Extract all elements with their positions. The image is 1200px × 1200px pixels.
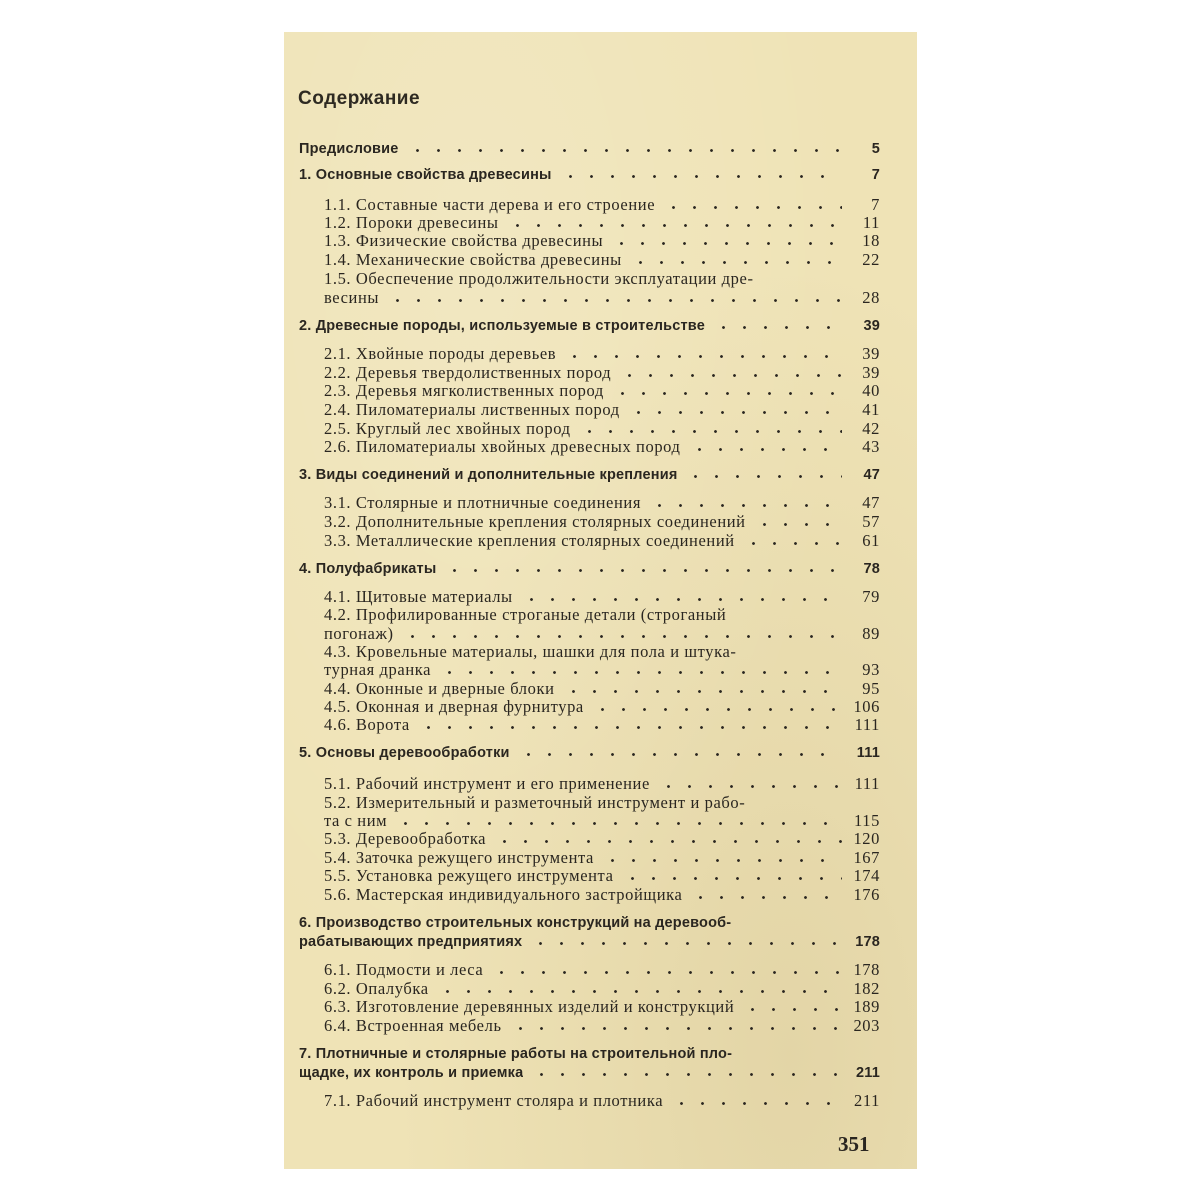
- toc-entry-page: 40: [862, 381, 880, 400]
- toc-entry: [324, 494, 880, 512]
- toc-entry-title: 3.3. Металлические крепления столярных соединений: [324, 532, 735, 550]
- dot-leader: [530, 934, 842, 946]
- toc-entry: [324, 643, 880, 661]
- dot-leader: [628, 403, 842, 415]
- dot-leader: [754, 515, 842, 527]
- toc-entry-page: 115: [854, 811, 880, 830]
- dot-leader: [418, 718, 842, 730]
- toc-entry: [324, 961, 880, 979]
- toc-entry-page: 95: [862, 679, 880, 698]
- dot-leader: [743, 534, 842, 546]
- toc-entry: [324, 401, 880, 419]
- toc-entry: [324, 588, 880, 606]
- toc-entry-title: рабатывающих предприятиях: [299, 934, 523, 950]
- dot-leader: [619, 366, 842, 378]
- toc-entry-page: 176: [853, 885, 880, 904]
- toc-entry: [324, 849, 880, 867]
- toc-entry: [299, 933, 880, 951]
- toc-entry-title: 2.6. Пиломатериалы хвойных древесных пород: [324, 438, 681, 456]
- toc-entry-title: 6.3. Изготовление деревянных изделий и конструкций: [324, 998, 735, 1016]
- toc-entry: [299, 317, 880, 335]
- toc-entry: [324, 794, 880, 812]
- toc-entry: [324, 606, 880, 624]
- toc-entry-page: 111: [856, 745, 880, 761]
- toc-entry: [324, 980, 880, 998]
- dot-leader: [630, 253, 842, 265]
- toc-entry: [324, 698, 880, 716]
- toc-entry-page: 211: [854, 1091, 880, 1110]
- toc-entry-page: 111: [854, 715, 880, 734]
- toc-entry-page: 174: [853, 866, 880, 885]
- toc-entry-page: 189: [853, 997, 880, 1016]
- toc-entry: [324, 812, 880, 830]
- toc-entry-title: 4.5. Оконная и дверная фурнитура: [324, 698, 584, 716]
- toc-entry-title: та с ним: [324, 812, 388, 830]
- toc-entry-page: 78: [863, 561, 880, 577]
- dot-leader: [507, 216, 842, 228]
- toc-entry-title: 3.1. Столярные и плотничные соединения: [324, 494, 642, 512]
- toc-entry-title: 2.5. Круглый лес хвойных пород: [324, 420, 571, 438]
- toc-entry-title: 1.1. Составные части дерева и его строение: [324, 196, 656, 214]
- toc-entry-title: 4.2. Профилированные строганые детали (строганый: [324, 606, 727, 624]
- toc-entry: [324, 232, 880, 250]
- toc-entry-title: 5.1. Рабочий инструмент и его применение: [324, 775, 650, 793]
- dot-leader: [437, 982, 842, 994]
- toc-entry: [324, 775, 880, 793]
- toc-entry: [324, 289, 880, 307]
- toc-entry-title: Предисловие: [299, 141, 399, 157]
- toc-entry-title: 3. Виды соединений и дополнительные крепления: [299, 467, 678, 483]
- toc-entry-title: 1.2. Пороки древесины: [324, 214, 499, 232]
- toc-entry: [299, 1064, 880, 1082]
- toc-entry-title: 5.3. Деревообработка: [324, 830, 487, 848]
- toc-entry: [299, 560, 880, 578]
- toc-entry-title: 1. Основные свойства древесины: [299, 167, 552, 183]
- toc-entry-title: 2.1. Хвойные породы деревьев: [324, 345, 557, 363]
- toc-entry-title: 2. Древесные породы, используемые в строительстве: [299, 318, 705, 334]
- toc-entry-page: 43: [862, 437, 880, 456]
- dot-leader: [439, 663, 842, 675]
- toc-entry-page: 178: [855, 934, 880, 950]
- toc-entry: [299, 466, 880, 484]
- toc-entry-title: 5.2. Измерительный и разметочный инструмент и рабо-: [324, 794, 746, 812]
- toc-entry-title: щадке, их контроль и приемка: [299, 1065, 524, 1081]
- toc-entry-title: 4. Полуфабрикаты: [299, 561, 437, 577]
- toc-entry-page: 7: [871, 195, 880, 214]
- toc-entry: [324, 625, 880, 643]
- toc-entry-title: 2.2. Деревья твердолиственных пород: [324, 364, 612, 382]
- page-number: 351: [838, 1132, 870, 1156]
- dot-leader: [690, 888, 842, 900]
- toc-entry: [324, 998, 880, 1016]
- dot-leader: [518, 745, 842, 757]
- toc-entry-title: 6. Производство строительных конструкций на деревооб-: [299, 915, 732, 931]
- toc-entry: [324, 661, 880, 679]
- toc-entry: [324, 680, 880, 698]
- toc-entry-page: 182: [853, 979, 880, 998]
- toc-entry-title: 5.5. Установка режущего инструмента: [324, 867, 614, 885]
- dot-leader: [663, 198, 842, 210]
- toc-entry-page: 167: [853, 848, 880, 867]
- dot-leader: [685, 467, 842, 479]
- dot-leader: [387, 291, 842, 303]
- toc-entry: [324, 1017, 880, 1035]
- toc-entry-title: 5. Основы деревообработки: [299, 745, 510, 761]
- dot-leader: [713, 318, 842, 330]
- toc-entry-page: 11: [862, 213, 880, 232]
- toc-entry-page: 89: [862, 624, 880, 643]
- toc-entry-page: 203: [853, 1016, 880, 1035]
- toc-entry: [324, 251, 880, 269]
- toc-entry-title: 4.1. Щитовые материалы: [324, 588, 513, 606]
- toc-entry-page: 39: [862, 363, 880, 382]
- toc-entry-page: 22: [862, 250, 880, 269]
- dot-leader: [407, 141, 843, 153]
- toc-entry-title: погонаж): [324, 625, 394, 643]
- dot-leader: [611, 234, 842, 246]
- toc-entry: [299, 140, 880, 158]
- toc-entry-page: 18: [862, 231, 880, 250]
- toc-entry-title: 5.4. Заточка режущего инструмента: [324, 849, 594, 867]
- toc-entry: [324, 1092, 880, 1110]
- dot-leader: [510, 1019, 842, 1031]
- toc-entry-title: 4.4. Оконные и дверные блоки: [324, 680, 555, 698]
- toc-entry-page: 79: [862, 587, 880, 606]
- toc-entry: [324, 345, 880, 363]
- toc-entry: [324, 513, 880, 531]
- toc-entry-title: 1.3. Физические свойства древесины: [324, 232, 604, 250]
- toc-entry-page: 47: [863, 467, 880, 483]
- toc-entry-title: 7.1. Рабочий инструмент столяра и плотника: [324, 1092, 664, 1110]
- toc-entry: [299, 166, 880, 184]
- dot-leader: [658, 777, 842, 789]
- dot-leader: [444, 561, 842, 573]
- toc-entry-page: 57: [862, 512, 880, 531]
- dot-leader: [564, 347, 842, 359]
- dot-leader: [622, 869, 843, 881]
- toc-entry-page: 41: [862, 400, 880, 419]
- toc-entry-page: 106: [853, 697, 880, 716]
- toc-entry-page: 211: [856, 1065, 880, 1081]
- dot-leader: [592, 700, 842, 712]
- toc-entry-page: 39: [863, 318, 880, 334]
- dot-leader: [531, 1065, 842, 1077]
- toc-entry: [299, 744, 880, 762]
- toc-entry-title: 3.2. Дополнительные крепления столярных соединений: [324, 513, 746, 531]
- dot-leader: [579, 422, 842, 434]
- toc-entry: [324, 716, 880, 734]
- dot-leader: [491, 963, 842, 975]
- toc-entry: [324, 214, 880, 232]
- toc-entry: [299, 914, 880, 932]
- toc-entry-page: 120: [853, 829, 880, 848]
- toc-entry-title: 6.4. Встроенная мебель: [324, 1017, 502, 1035]
- toc-entry-page: 178: [853, 960, 880, 979]
- toc-entry-page: 28: [862, 288, 880, 307]
- toc-entry: [324, 532, 880, 550]
- dot-leader: [649, 496, 842, 508]
- toc-entry-title: 1.5. Обеспечение продолжительности эксплуатации дре-: [324, 270, 754, 288]
- dot-leader: [560, 167, 842, 179]
- toc-entry: [324, 886, 880, 904]
- toc-entry-title: 1.4. Механические свойства древесины: [324, 251, 622, 269]
- toc-entry-page: 47: [862, 493, 880, 512]
- toc-entry-page: 5: [871, 141, 880, 157]
- toc-entry-title: 2.3. Деревья мягколиственных пород: [324, 382, 604, 400]
- toc-entry-title: 4.6. Ворота: [324, 716, 410, 734]
- toc-entry-page: 7: [871, 167, 880, 183]
- toc-entry: [324, 830, 880, 848]
- page-title: Содержание: [298, 88, 421, 109]
- dot-leader: [402, 627, 842, 639]
- toc-entry: [324, 270, 880, 288]
- toc-entry-title: 7. Плотничные и столярные работы на строительной пло-: [299, 1046, 733, 1062]
- toc-entry: [324, 196, 880, 214]
- toc-entry-page: 61: [862, 531, 880, 550]
- toc-entry-title: 6.2. Опалубка: [324, 980, 429, 998]
- toc-entry-page: 93: [862, 660, 880, 679]
- dot-leader: [742, 1000, 842, 1012]
- toc-entry-title: 2.4. Пиломатериалы лиственных пород: [324, 401, 620, 419]
- dot-leader: [494, 832, 842, 844]
- toc-entry: [324, 867, 880, 885]
- dot-leader: [563, 682, 842, 694]
- toc-entry: [299, 1045, 880, 1063]
- toc-entry-title: 6.1. Подмости и леса: [324, 961, 484, 979]
- toc-entry-title: 4.3. Кровельные материалы, шашки для пола и штука-: [324, 643, 737, 661]
- dot-leader: [689, 440, 842, 452]
- toc-entry-page: 111: [854, 774, 880, 793]
- toc-entry: [324, 438, 880, 456]
- dot-leader: [612, 384, 842, 396]
- toc-entry-title: весины: [324, 289, 380, 307]
- dot-leader: [602, 851, 842, 863]
- dot-leader: [671, 1094, 842, 1106]
- dot-leader: [395, 814, 842, 826]
- toc-entry: [324, 382, 880, 400]
- toc-entry: [324, 420, 880, 438]
- toc-entry-page: 42: [862, 419, 880, 438]
- toc-entry-page: 39: [862, 344, 880, 363]
- toc-entry-title: 5.6. Мастерская индивидуального застройщика: [324, 886, 683, 904]
- dot-leader: [521, 590, 842, 602]
- toc-entry-title: турная дранка: [324, 661, 432, 679]
- toc-entry: [324, 364, 880, 382]
